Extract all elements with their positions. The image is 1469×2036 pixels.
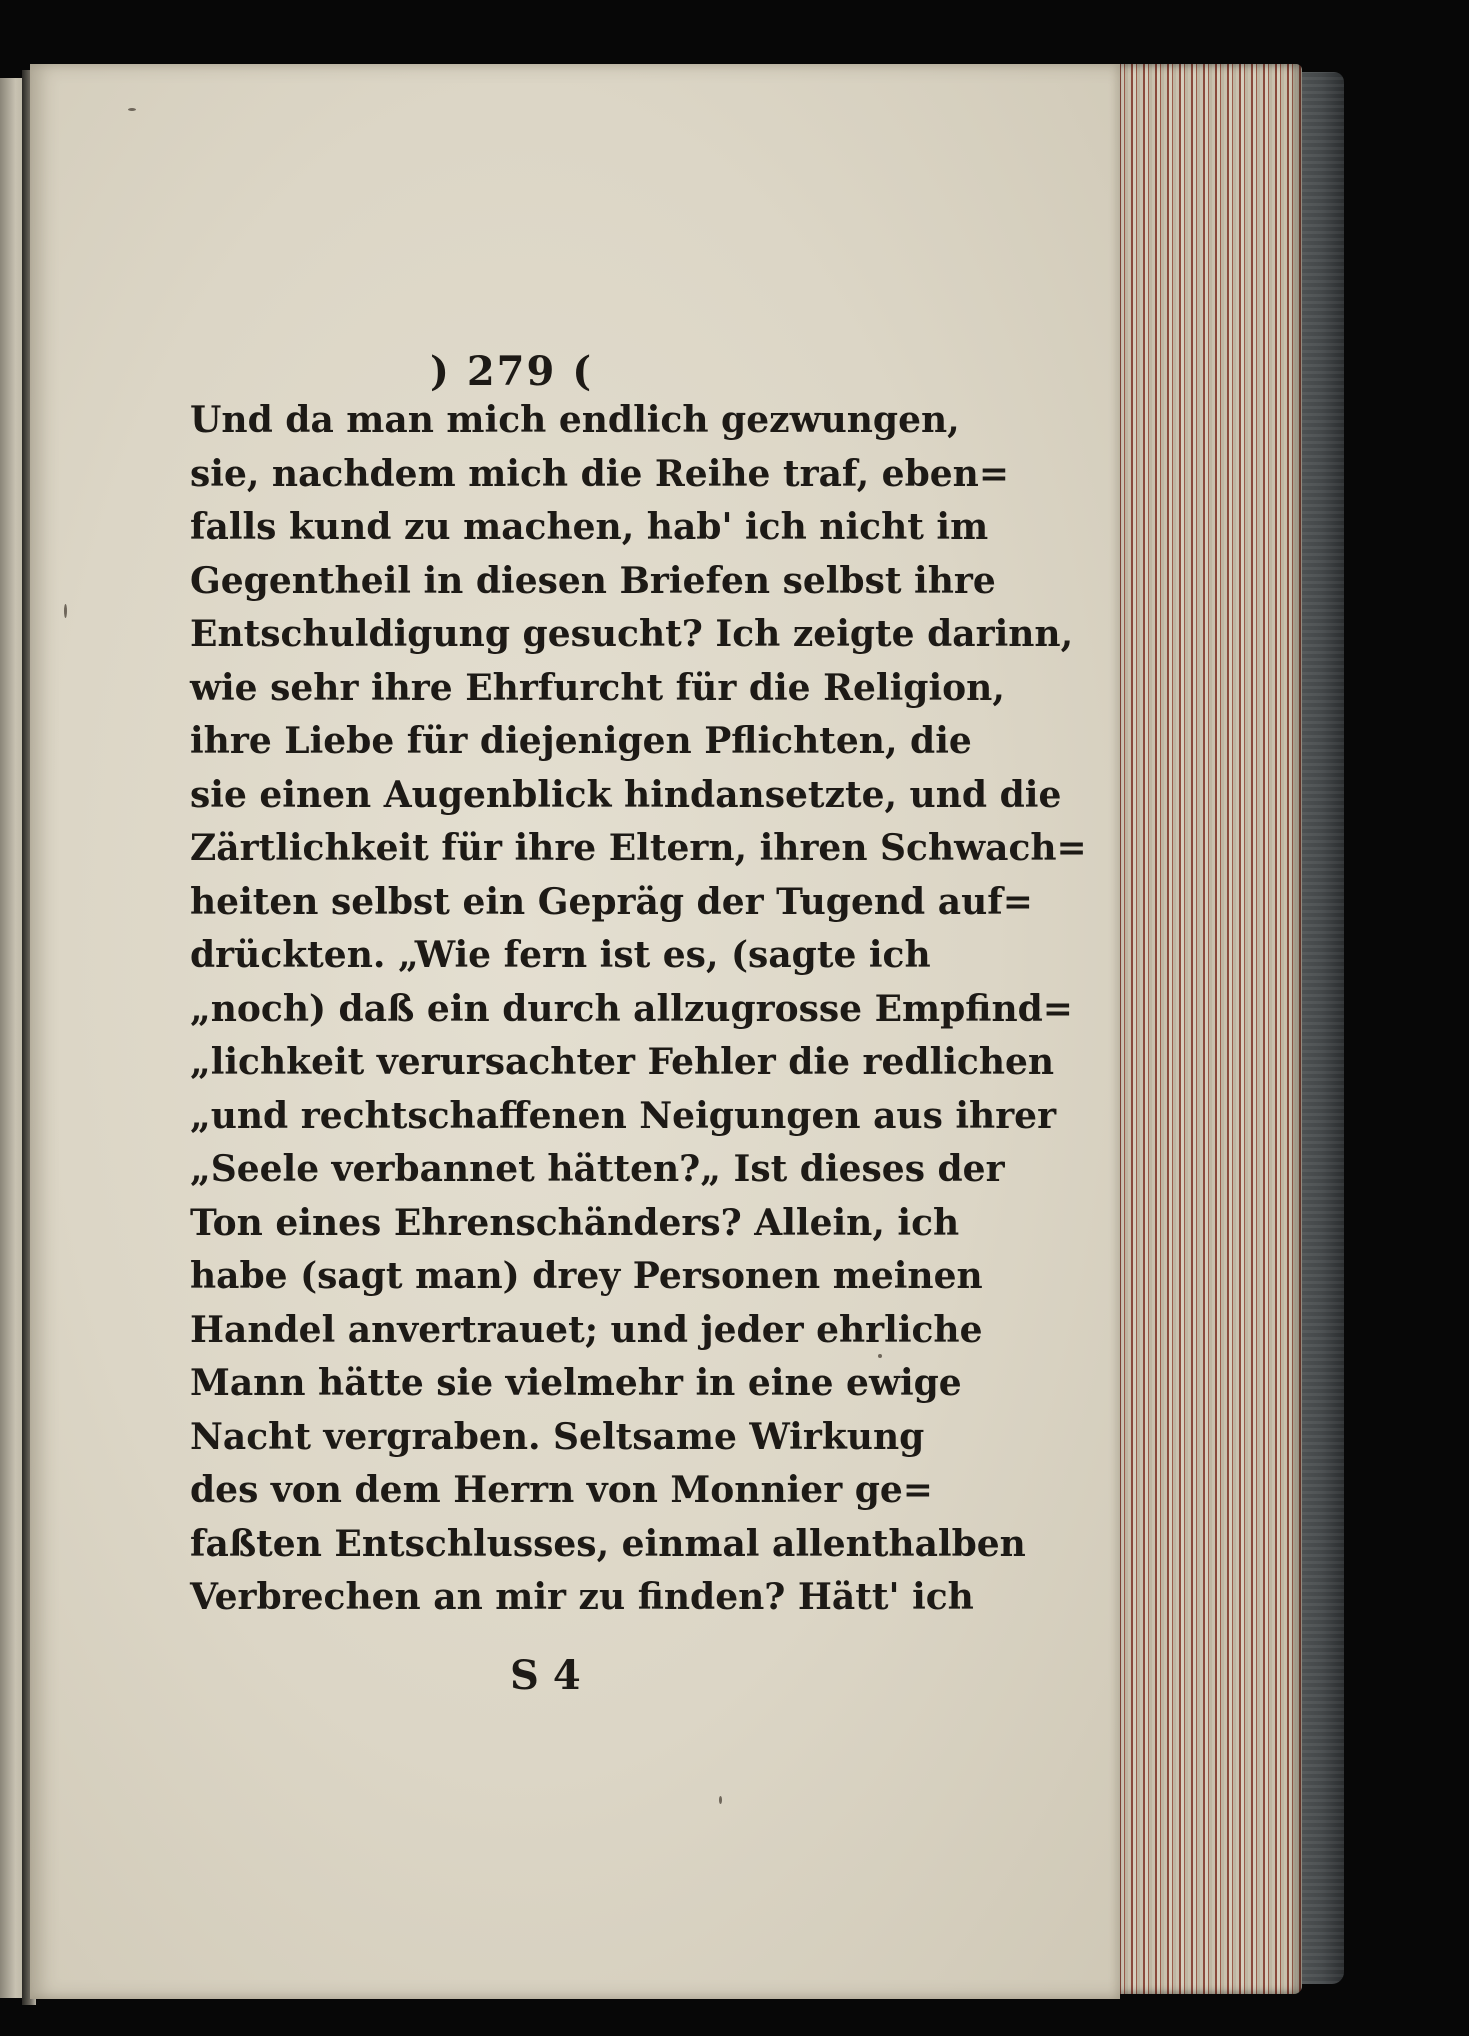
text-line: „noch) daß ein durch allzugrosse Empfind=: [190, 987, 1073, 1030]
text-line: Entschuldigung gesucht? Ich zeigte darinn,: [190, 613, 1074, 655]
paper-speck: [878, 1354, 882, 1358]
text-line: sie einen Augenblick hindansetzte, und die: [190, 773, 1062, 816]
text-line: des von dem Herrn von Monnier ge=: [190, 1469, 933, 1511]
paper-speck: [128, 108, 136, 111]
text-line: Nacht vergraben. Seltsame Wirkung: [190, 1415, 925, 1458]
text-line: Ton eines Ehrenschänders? Allein, ich: [190, 1201, 960, 1244]
text-line: Mann hätte sie vielmehr in eine ewige: [190, 1362, 962, 1404]
book-page: [30, 64, 1120, 1999]
page-number-header: ) 279 (: [430, 348, 594, 395]
text-line: Gegentheil in diesen Briefen selbst ihre: [190, 559, 996, 602]
paper-speck: [719, 1796, 722, 1804]
text-line: Und da man mich endlich gezwungen,: [190, 399, 960, 441]
text-line: Zärtlichkeit für ihre Eltern, ihren Schwach=: [190, 827, 1087, 869]
text-line: „und rechtschaffenen Neigungen aus ihrer: [190, 1094, 1057, 1137]
text-line: faßten Entschlusses, einmal allenthalben: [190, 1522, 1026, 1565]
text-line: wie sehr ihre Ehrfurcht für die Religion,: [190, 666, 1005, 709]
text-line: Handel anvertrauet; und jeder ehrliche: [190, 1308, 983, 1351]
text-line: drückten. „Wie fern ist es, (sagte ich: [190, 934, 931, 976]
signature-mark: S 4: [510, 1652, 581, 1699]
text-line: ihre Liebe für diejenigen Pflichten, die: [190, 720, 972, 762]
page-block-edges: [1116, 64, 1302, 1994]
text-line: falls kund zu machen, hab' ich nicht im: [190, 506, 989, 548]
text-line: sie, nachdem mich die Reihe traf, eben=: [190, 452, 1009, 495]
text-line: heiten selbst ein Gepräg der Tugend auf=: [190, 880, 1033, 923]
text-line: „lichkeit verursachter Fehler die redlichen: [190, 1041, 1055, 1083]
text-line: habe (sagt man) drey Personen meinen: [190, 1255, 983, 1297]
paper-speck: [64, 604, 67, 618]
body-text: [190, 394, 1087, 1625]
text-line: Verbrechen an mir zu finden? Hätt' ich: [190, 1576, 974, 1618]
text-line: „Seele verbannet hätten?„ Ist dieses der: [190, 1148, 1005, 1190]
